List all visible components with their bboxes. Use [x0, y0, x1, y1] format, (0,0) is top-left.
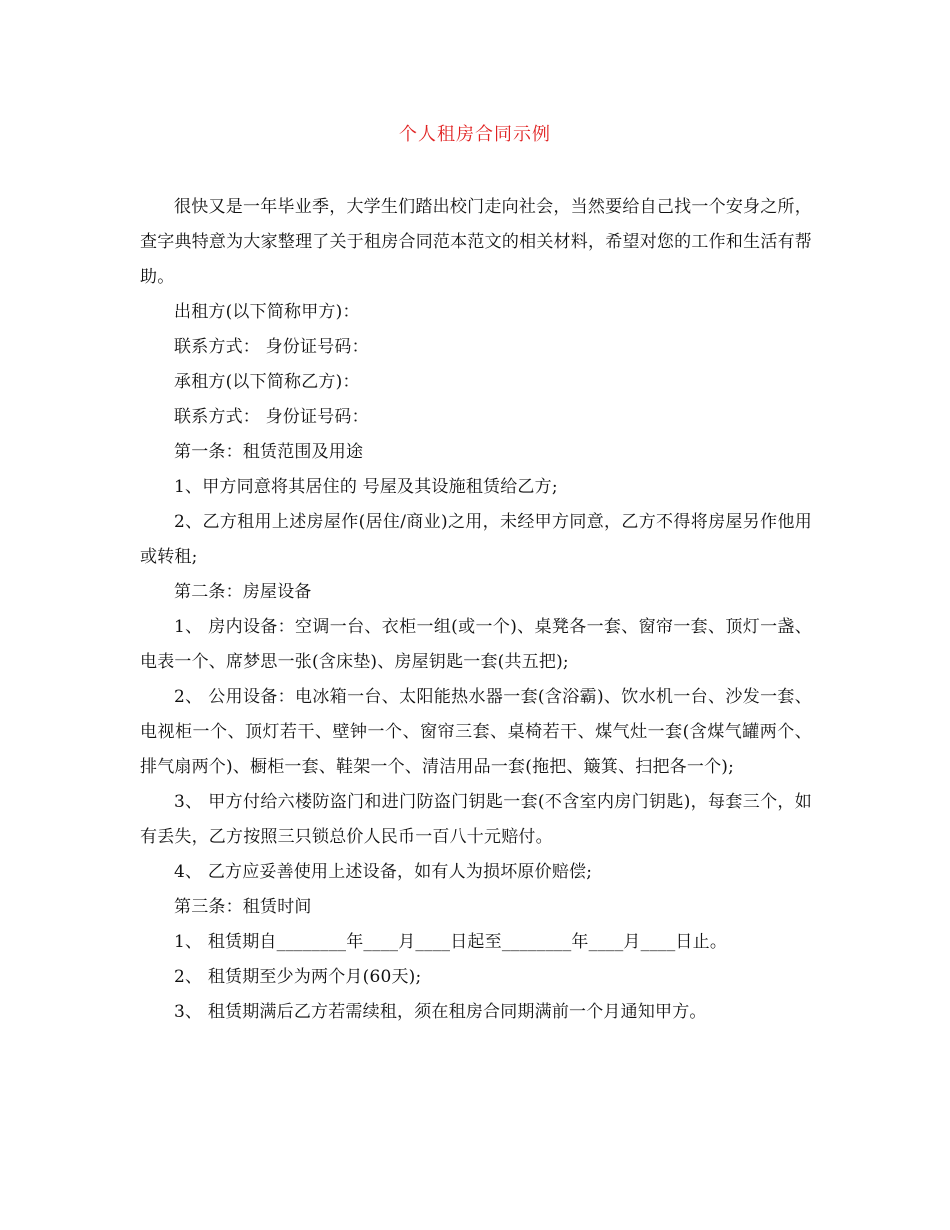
document-body — [140, 190, 812, 1030]
lessor-line: 出租方(以下简称甲方)： — [174, 302, 360, 322]
article-3-heading: 第三条：租赁时间 — [174, 897, 312, 917]
lessor-contact-line: 联系方式： 身份证号码： — [174, 337, 369, 357]
article-2-heading: 第二条：房屋设备 — [174, 582, 312, 602]
article-3-item-2: 2、 租赁期至少为两个月(60天); — [174, 967, 422, 987]
intro-paragraph: 很快又是一年毕业季，大学生们踏出校门走向社会，当然要给自己找一个安身之所，查字典特意为大家整理了关于租房合同范本范文的相关材料，希望对您的工作和生活有帮助。 — [140, 197, 812, 287]
lessee-contact-line: 联系方式： 身份证号码： — [174, 407, 369, 427]
lessee-line: 承租方(以下简称乙方)： — [174, 372, 360, 392]
article-1-item-2: 2、乙方租用上述房屋作(居住/商业)之用，未经甲方同意，乙方不得将房屋另作他用或转租; — [140, 512, 812, 567]
article-1-item-1: 1、甲方同意将其居住的 号屋及其设施租赁给乙方; — [174, 477, 558, 497]
article-2-item-4: 4、 乙方应妥善使用上述设备，如有人为损坏原价赔偿; — [174, 862, 593, 882]
article-1-heading: 第一条：租赁范围及用途 — [174, 442, 364, 462]
article-2-item-2: 2、 公用设备：电冰箱一台、太阳能热水器一套(含浴霸)、饮水机一台、沙发一套、电视柜一个、顶灯若干、壁钟一个、窗帘三套、桌椅若干、煤气灶一套(含煤气罐两个、排气扇两个)、橱柜一套、鞋架一个、清洁用品一套(拖把、簸箕、扫把各一个); — [140, 687, 812, 777]
document-title: 个人租房合同示例 — [399, 124, 551, 145]
article-2-item-1: 1、 房内设备：空调一台、衣柜一组(或一个)、桌凳各一套、窗帘一套、顶灯一盏、电表一个、席梦思一张(含床垫)、房屋钥匙一套(共五把); — [140, 617, 812, 672]
article-2-item-3: 3、 甲方付给六楼防盗门和进门防盗门钥匙一套(不含室内房门钥匙)，每套三个，如有丢失，乙方按照三只锁总价人民币一百八十元赔付。 — [140, 792, 812, 847]
article-3-item-1: 1、 租赁期自________年____月____日起至________年____月____日止。 — [174, 932, 728, 952]
article-3-item-3: 3、 租赁期满后乙方若需续租，须在租房合同期满前一个月通知甲方。 — [174, 1002, 707, 1022]
